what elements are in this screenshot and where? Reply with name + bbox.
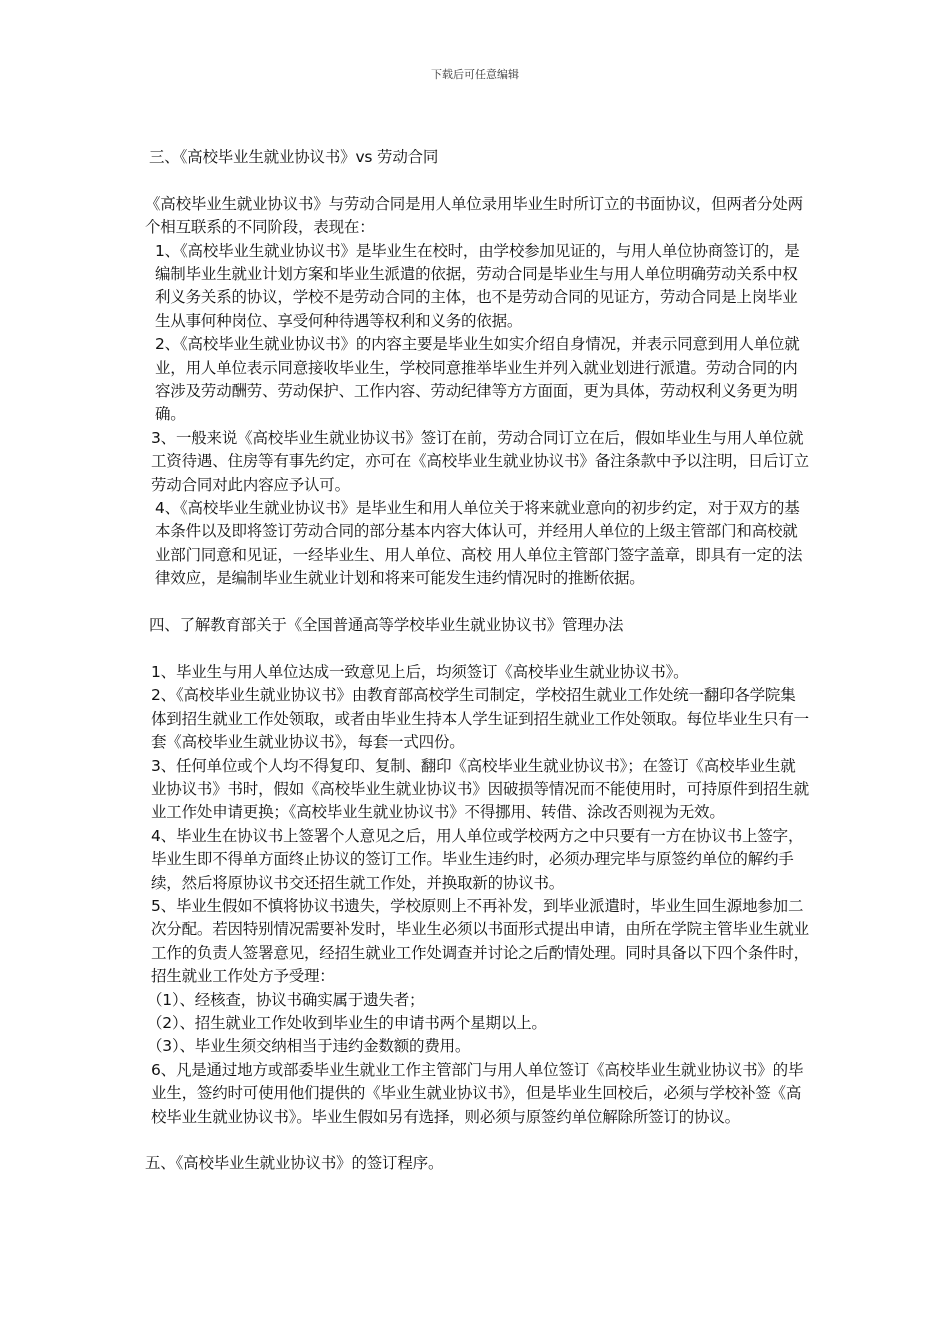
spacer bbox=[145, 591, 810, 614]
section-4-item-3: 3、任何单位或个人均不得复印、复制、翻印《高校毕业生就业协议书》；在签订《高校毕业生就业协议书》书时，假如《高校毕业生就业协议书》因破损等情况而不能使用时，可持原件到招生就业工作处申请更换；《高校毕业生就业协议书》不得挪用、转借、涂改否则视为无效。 bbox=[151, 756, 809, 822]
section-4-condition-3: （3）、毕业生须交纳相当于违约金数额的费用。 bbox=[147, 1037, 471, 1056]
spacer bbox=[145, 169, 810, 192]
section-3-item-3: 3、一般来说《高校毕业生就业协议书》签订在前，劳动合同订立在后，假如毕业生与用人单位就工资待遇、住房等有事先约定，亦可在《高校毕业生就业协议书》备注条款中予以注明，日后订立劳动合同对此内容应予认可。 bbox=[151, 428, 809, 494]
section-3-heading: 三、《高校毕业生就业协议书》vs 劳动合同 bbox=[149, 148, 439, 166]
section-4-item-5: 5、毕业生假如不慎将协议书遗失，学校原则上不再补发，到毕业派遣时，毕业生回生源地参加二次分配。若因特别情况需要补发时，毕业生必须以书面形式提出申请，由所在学院主管毕业生就业工作的负责人签署意见，经招生就业工作处调查并讨论之后酌情处理。同时具备以下四个条件时，招生就业工作处方予受理： bbox=[151, 896, 809, 986]
section-3-item-2: 2、《高校毕业生就业协议书》的内容主要是毕业生如实介绍自身情况，并表示同意到用人单位就业，用人单位表示同意接收毕业生，学校同意推举毕业生并列入就业划进行派遣。劳动合同的内容涉及劳动酬劳、劳动保护、工作内容、劳动纪律等方方面面，更为具体，劳动权利义务更为明确。 bbox=[155, 335, 800, 424]
spacer bbox=[145, 1129, 810, 1152]
section-4-condition-1: （1）、经核查，协议书确实属于遗失者； bbox=[147, 990, 425, 1009]
section-4-item-6: 6、凡是通过地方或部委毕业生就业工作主管部门与用人单位签订《高校毕业生就业协议书》的毕业生，签约时可使用他们提供的《毕业生就业协议书》，但是毕业生回校后，必须与学校补签《高校毕业生就业协议书》。毕业生假如另有选择，则必须与原签约单位解除所签订的协议。 bbox=[151, 1060, 804, 1126]
section-4-heading: 四、了解教育部关于《全国普通高等学校毕业生就业协议书》管理办法 bbox=[149, 616, 624, 635]
section-4-item-2: 2、《高校毕业生就业协议书》由教育部高校学生司制定，学校招生就业工作处统一翻印各学院集体到招生就业工作处领取，或者由毕业生持本人学生证到招生就业工作处领取。每位毕业生只有一套《高校毕业生就业协议书》，每套一式四份。 bbox=[151, 686, 809, 752]
section-5-heading: 五、《高校毕业生就业协议书》的签订程序。 bbox=[145, 1154, 444, 1173]
header-note: 下载后可任意编辑 bbox=[431, 68, 519, 81]
section-4-item-4: 4、毕业生在协议书上签署个人意见之后，用人单位或学校两方之中只要有一方在协议书上签字，毕业生即不得单方面终止协议的签订工作。毕业生违约时，必须办理完毕与原签约单位的解约手续，然后将原协议书交还招生就工作处，并换取新的协议书。 bbox=[151, 826, 804, 892]
spacer bbox=[145, 638, 810, 661]
section-3-intro: 《高校毕业生就业协议书》与劳动合同是用人单位录用毕业生时所订立的书面协议，但两者分处两个相互联系的不同阶段，表现在： bbox=[145, 194, 803, 237]
document-body bbox=[145, 146, 810, 1176]
section-4-condition-2: （2）、招生就业工作处收到毕业生的申请书两个星期以上。 bbox=[147, 1013, 547, 1032]
section-4-item-1: 1、毕业生与用人单位达成一致意见上后，均须签订《高校毕业生就业协议书》。 bbox=[151, 662, 689, 681]
section-3-item-4: 4、《高校毕业生就业协议书》是毕业生和用人单位关于将来就业意向的初步约定，对于双方的基本条件以及即将签订劳动合同的部分基本内容大体认可，并经用人单位的上级主管部门和高校就业部门同意和见证，一经毕业生、用人单位、高校 用人单位主管部门签字盖章，即具有一定的法律效应，是编制毕业生就业计划和将来可能发生违约情况时的推断依据。 bbox=[155, 499, 803, 588]
section-3-item-1: 1、《高校毕业生就业协议书》是毕业生在校时，由学校参加见证的，与用人单位协商签订的，是编制毕业生就业计划方案和毕业生派遣的依据，劳动合同是毕业生与用人单位明确劳动关系中权利义务关系的协议，学校不是劳动合同的主体，也不是劳动合同的见证方，劳动合同是上岗毕业生从事何种岗位、享受何种待遇等权利和义务的依据。 bbox=[155, 241, 800, 330]
